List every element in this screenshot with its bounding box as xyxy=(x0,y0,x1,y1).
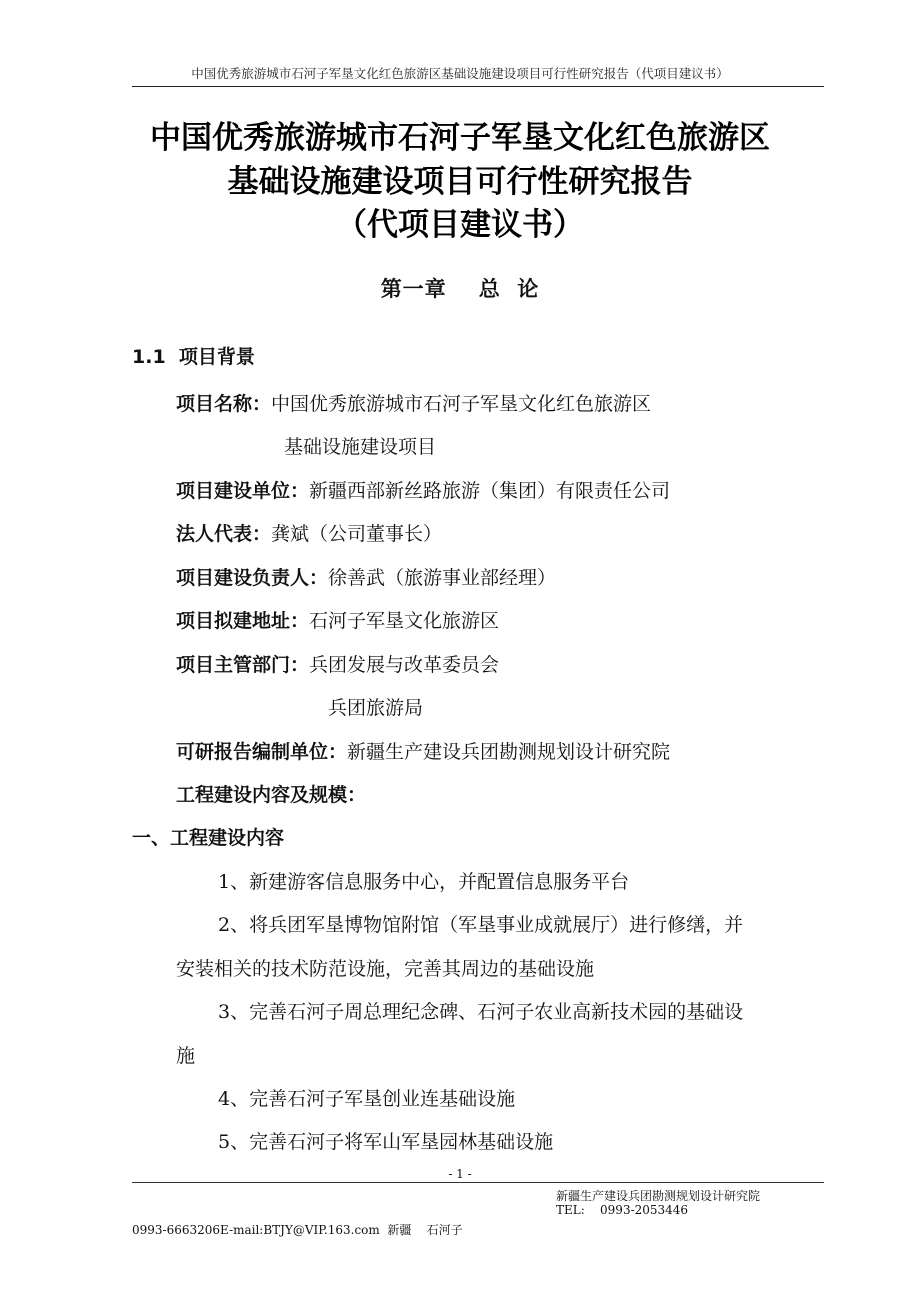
project-name-value-cont: 基础设施建设项目 xyxy=(284,436,437,458)
header-rule xyxy=(132,86,824,87)
chapter-heading xyxy=(0,273,920,303)
content-item-5: 5、完善石河子将军山军垦园林基础设施 xyxy=(218,1131,554,1153)
project-name-label: 项目名称： xyxy=(176,393,272,415)
report-author-label: 可研报告编制单位： xyxy=(176,741,348,763)
footer-org: 新疆生产建设兵团勘测规划设计研究院 xyxy=(556,1189,761,1203)
project-site-label: 项目拟建地址： xyxy=(176,610,310,632)
legal-rep-label: 法人代表： xyxy=(176,523,272,545)
content-item-2-cont: 安装相关的技术防范设施，完善其周边的基础设施 xyxy=(176,958,595,980)
legal-rep-value: 龚斌（公司董事长） xyxy=(271,523,443,545)
supervising-dept-row xyxy=(176,650,499,677)
project-name-value: 中国优秀旅游城市石河子军垦文化红色旅游区 xyxy=(271,393,652,415)
report-author-row xyxy=(176,737,670,764)
chapter-number: 第一章 xyxy=(380,277,447,301)
project-site-row xyxy=(176,606,499,633)
supervising-dept-value-cont: 兵团旅游局 xyxy=(328,697,424,719)
footer-contact: 0993-6663206E-mail:BTJY@VIP.163.com 新疆 石河子 xyxy=(132,1223,463,1237)
document-title-line-2: 基础设施建设项目可行性研究报告 xyxy=(227,164,693,200)
footer-tel: TEL: 0993-2053446 xyxy=(556,1203,689,1217)
document-title-line-1: 中国优秀旅游城市石河子军垦文化红色旅游区 xyxy=(150,120,770,156)
supervising-dept-value: 兵团发展与改革委员会 xyxy=(309,654,500,676)
content-item-3-cont: 施 xyxy=(176,1045,196,1067)
project-manager-row xyxy=(176,563,556,590)
content-item-4: 4、完善石河子军垦创业连基础设施 xyxy=(218,1088,516,1110)
section-heading: 1.1 项目背景 xyxy=(132,346,255,368)
report-author-value: 新疆生产建设兵团勘测规划设计研究院 xyxy=(347,741,671,763)
footer-rule xyxy=(132,1182,824,1183)
chapter-name: 总 论 xyxy=(478,277,540,301)
construction-unit-row xyxy=(176,476,670,503)
content-item-3: 3、完善石河子周总理纪念碑、石河子农业高新技术园的基础设 xyxy=(218,1001,744,1023)
legal-rep-row xyxy=(176,519,442,546)
page-number: - 1 - xyxy=(448,1167,472,1181)
content-item-2: 2、将兵团军垦博物馆附馆（军垦事业成就展厅）进行修缮，并 xyxy=(218,914,744,936)
running-header: 中国优秀旅游城市石河子军垦文化红色旅游区基础设施建设项目可行性研究报告（代项目建议书） xyxy=(191,66,729,81)
construction-unit-value: 新疆西部新丝路旅游（集团）有限责任公司 xyxy=(309,480,671,502)
project-site-value: 石河子军垦文化旅游区 xyxy=(309,610,500,632)
construction-unit-label: 项目建设单位： xyxy=(176,480,310,502)
project-manager-value: 徐善武（旅游事业部经理） xyxy=(328,567,557,589)
document-title-line-3: （代项目建议书） xyxy=(336,207,584,243)
scope-heading: 工程建设内容及规模： xyxy=(176,784,367,806)
supervising-dept-label: 项目主管部门： xyxy=(176,654,310,676)
project-name-row xyxy=(176,389,651,416)
content-item-1: 1、新建游客信息服务中心，并配置信息服务平台 xyxy=(218,871,630,893)
project-manager-label: 项目建设负责人： xyxy=(176,567,329,589)
content-heading: 一、工程建设内容 xyxy=(132,827,285,849)
